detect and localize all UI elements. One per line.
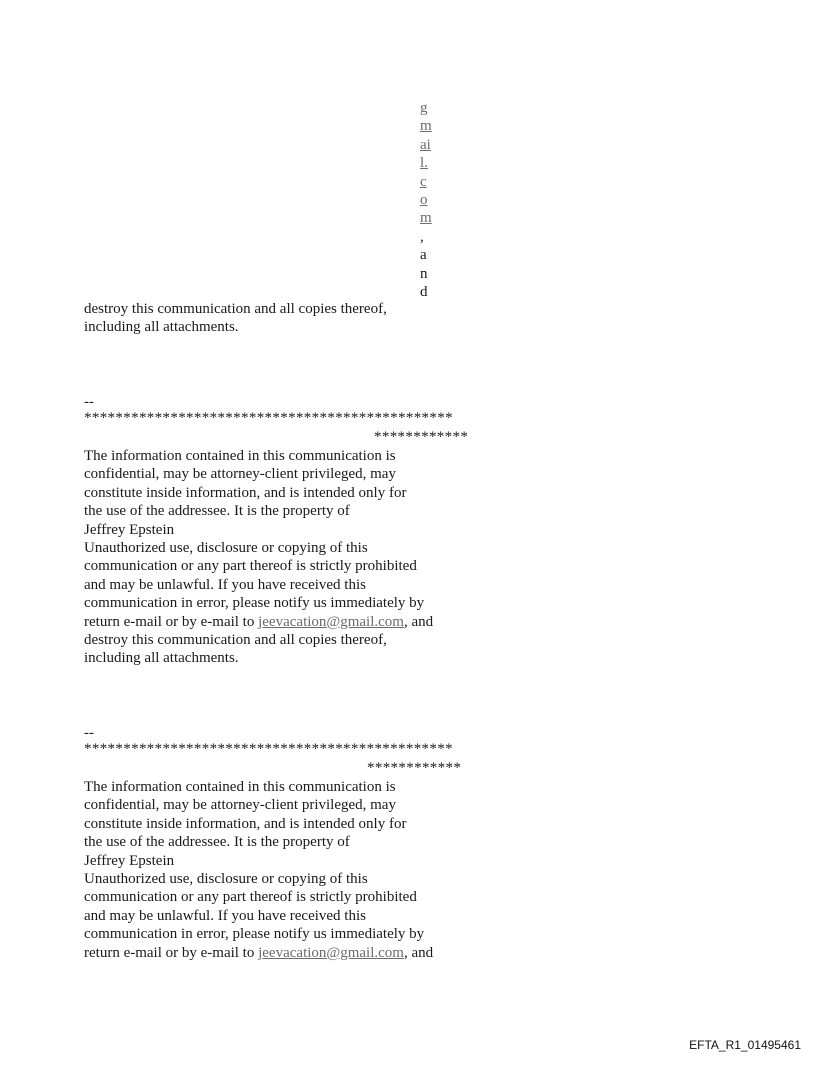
- email-fragment-char[interactable]: m: [420, 118, 432, 135]
- text-line: Unauthorized use, disclosure or copying of this: [84, 540, 368, 557]
- text-line: Jeffrey Epstein: [84, 521, 175, 538]
- confidentiality-notice: [84, 778, 433, 962]
- text-line: and may be unlawful. If you have received this: [84, 907, 366, 924]
- text-line: constitute inside information, and is intended only for: [84, 815, 407, 832]
- text-line: The information contained in this communication is: [84, 779, 396, 795]
- fragment-tail-text: [84, 300, 387, 337]
- fragment-char: d: [420, 284, 428, 301]
- star-separator: ************: [367, 760, 462, 776]
- separator-dashes: --: [84, 394, 94, 410]
- text-line: including all attachments.: [84, 319, 239, 336]
- text-segment: , and: [403, 613, 434, 630]
- email-link[interactable]: jeevacation@gmail.com: [258, 944, 404, 961]
- text-line: Unauthorized use, disclosure or copying of this: [84, 871, 368, 888]
- email-fragment-char[interactable]: o: [420, 192, 428, 209]
- text-segment: , and: [403, 944, 434, 961]
- text-line: destroy this communication and all copies thereof,: [84, 632, 387, 649]
- star-separator: ***********************************************: [84, 410, 453, 426]
- vertical-email-fragment: [420, 99, 434, 301]
- confidentiality-notice: [84, 447, 433, 668]
- email-fragment-char[interactable]: g: [420, 100, 428, 116]
- text-line: confidential, may be attorney-client privileged, may: [84, 797, 396, 814]
- email-fragment-char[interactable]: l.: [420, 155, 428, 172]
- text-line: Jeffrey Epstein: [84, 852, 175, 869]
- text-line: communication or any part thereof is strictly prohibited: [84, 889, 417, 906]
- text-line: the use of the addressee. It is the property of: [84, 834, 350, 851]
- text-line: and may be unlawful. If you have received this: [84, 576, 366, 593]
- text-line: constitute inside information, and is intended only for: [84, 484, 407, 501]
- text-line: [84, 944, 433, 962]
- email-fragment-char[interactable]: ai: [420, 136, 431, 153]
- text-line: The information contained in this communication is: [84, 448, 396, 464]
- fragment-char: a: [420, 247, 427, 264]
- text-line: communication in error, please notify us immediately by: [84, 595, 425, 612]
- star-separator: ************: [374, 429, 469, 445]
- fragment-char: ,: [420, 228, 424, 245]
- email-fragment-char[interactable]: c: [420, 173, 427, 190]
- text-line: the use of the addressee. It is the property of: [84, 503, 350, 520]
- text-line: destroy this communication and all copies thereof,: [84, 301, 387, 317]
- text-line: [84, 613, 433, 631]
- star-separator: ***********************************************: [84, 741, 453, 757]
- text-line: communication or any part thereof is strictly prohibited: [84, 558, 417, 575]
- document-id: EFTA_R1_01495461: [689, 1038, 801, 1052]
- text-line: communication in error, please notify us immediately by: [84, 926, 425, 943]
- text-line: confidential, may be attorney-client privileged, may: [84, 466, 396, 483]
- text-line: including all attachments.: [84, 650, 239, 667]
- separator-dashes: --: [84, 725, 94, 741]
- fragment-char: n: [420, 265, 428, 282]
- text-segment: return e-mail or by e-mail to: [84, 944, 259, 961]
- email-fragment-char[interactable]: m: [420, 210, 432, 227]
- text-segment: return e-mail or by e-mail to: [84, 613, 259, 630]
- email-link[interactable]: jeevacation@gmail.com: [258, 613, 404, 630]
